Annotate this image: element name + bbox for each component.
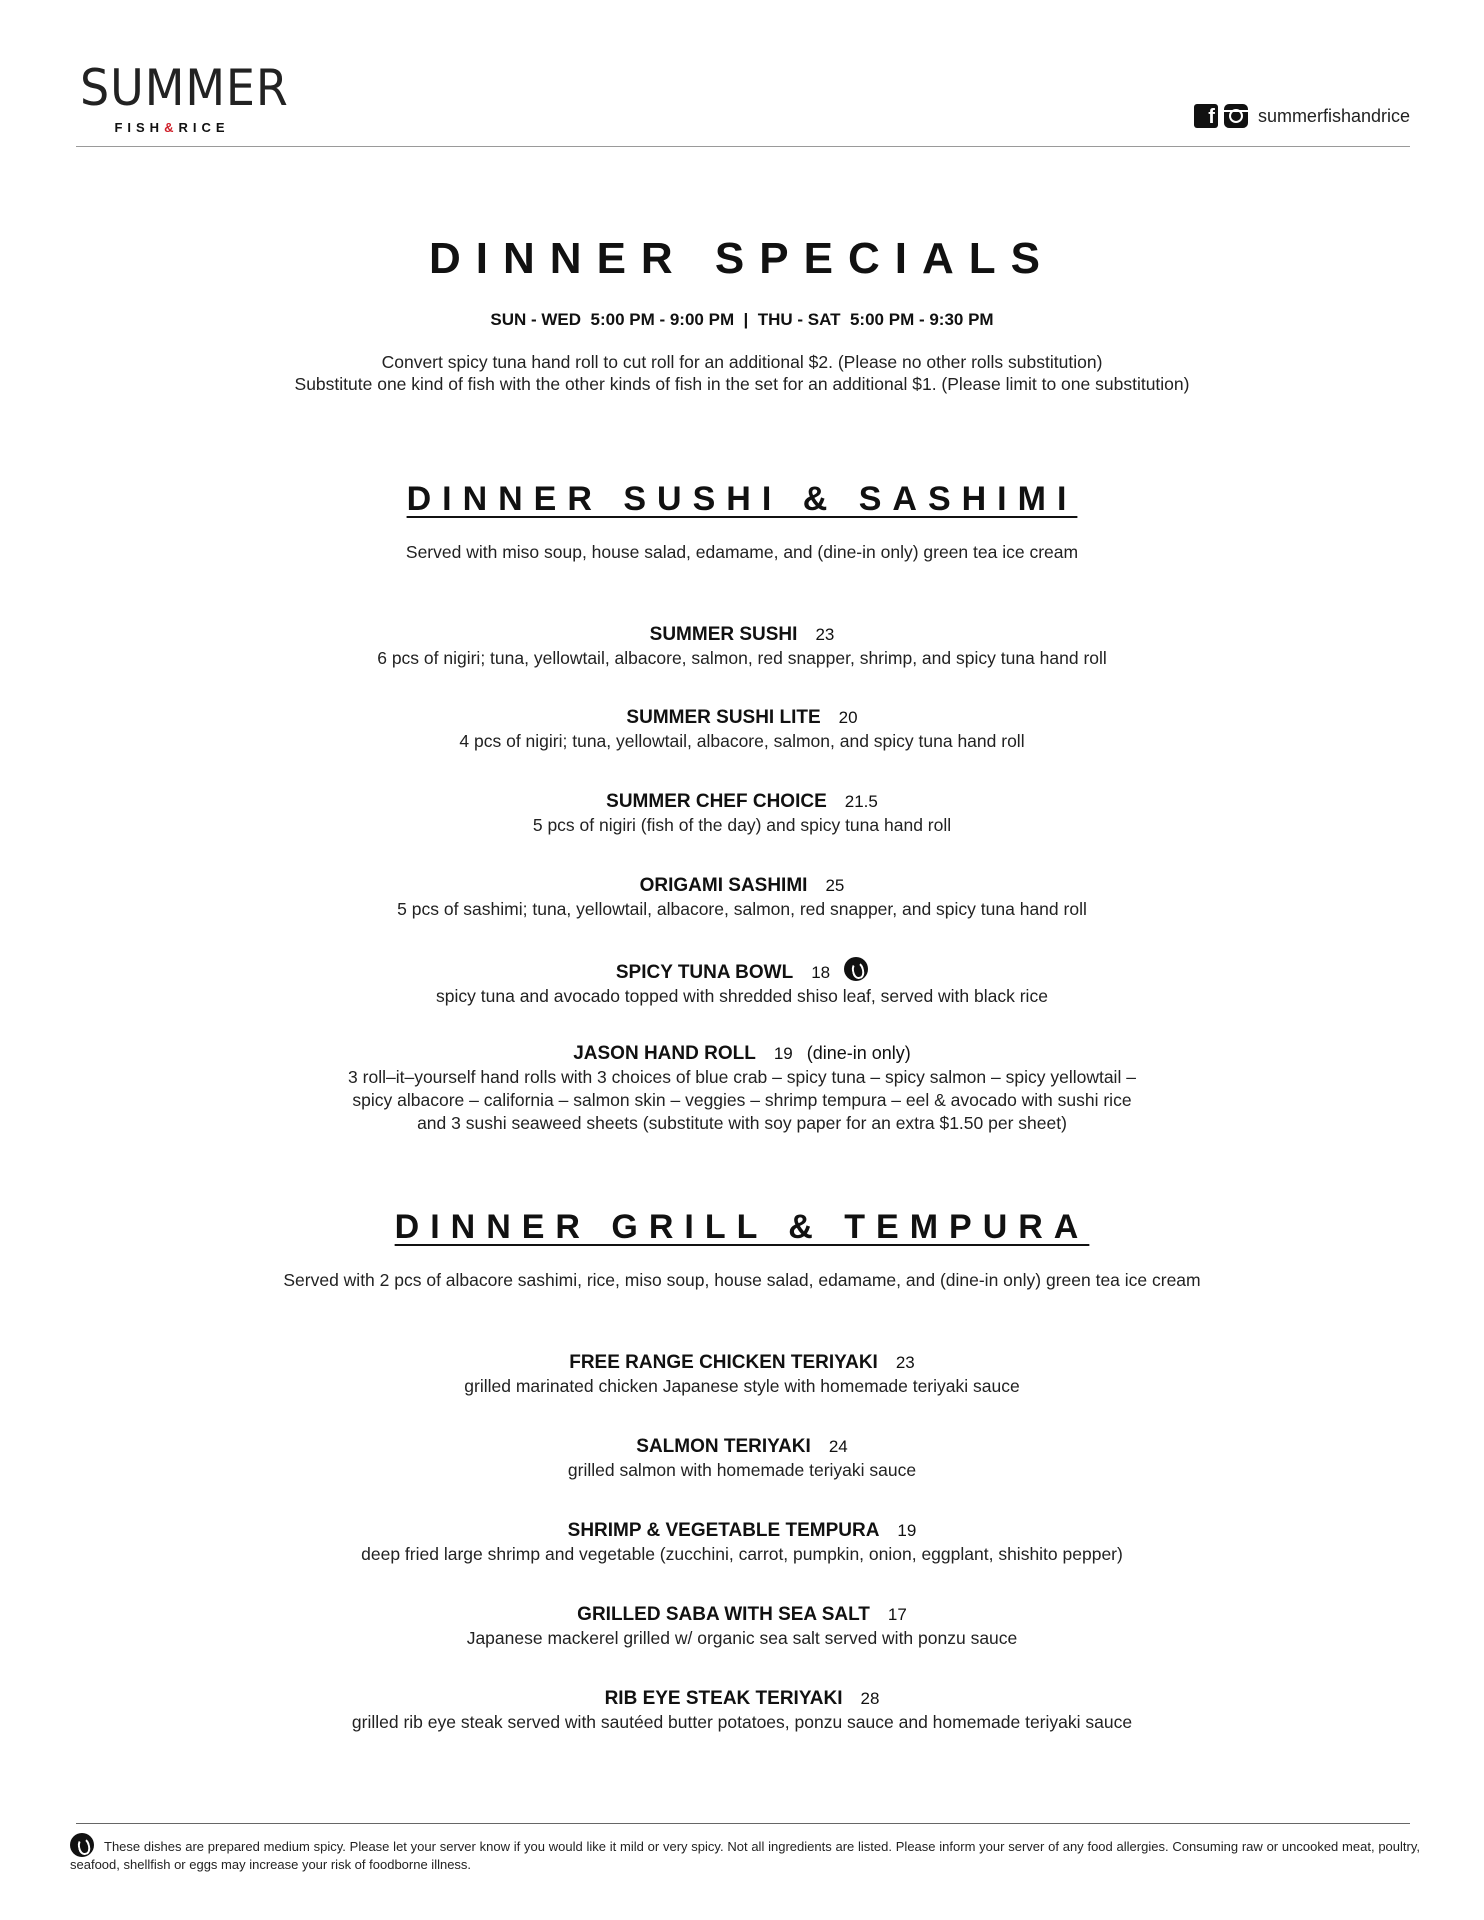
item-name: JASON HAND ROLL xyxy=(573,1043,756,1064)
social-handle[interactable]: summerfishandrice xyxy=(1257,105,1410,126)
instagram-icon[interactable] xyxy=(1224,104,1248,128)
item-description: Japanese mackerel grilled w/ organic sea salt served with ponzu sauce xyxy=(466,1628,1018,1648)
menu-item xyxy=(0,1604,1484,1649)
social-links xyxy=(1194,104,1410,128)
item-description: spicy tuna and avocado topped with shredded shiso leaf, served with black rice xyxy=(436,986,1048,1006)
menu-item xyxy=(0,791,1484,836)
menu-item xyxy=(0,957,1484,1007)
item-description-line: and 3 sushi seaweed sheets (substitute with soy paper for an extra $1.50 per sheet) xyxy=(417,1113,1067,1133)
menu-item xyxy=(0,707,1484,752)
item-description: grilled rib eye steak served with sautéed butter potatoes, ponzu sauce and homemade teriyaki sauce xyxy=(351,1712,1133,1732)
item-name: GRILLED SABA WITH SEA SALT xyxy=(577,1604,870,1625)
item-description: 5 pcs of nigiri (fish of the day) and spicy tuna hand roll xyxy=(532,815,952,835)
item-name: SHRIMP & VEGETABLE TEMPURA xyxy=(567,1520,880,1541)
item-price: 19 xyxy=(897,1521,917,1540)
item-description: 5 pcs of sashimi; tuna, yellowtail, albacore, salmon, red snapper, and spicy tuna hand roll xyxy=(397,899,1087,919)
logo xyxy=(72,59,289,135)
menu-item xyxy=(0,1352,1484,1397)
footer-divider xyxy=(76,1823,1410,1824)
logo-subtitle xyxy=(72,120,272,135)
hours: SUN - WED 5:00 PM - 9:00 PM | THU - SAT 5:00 PM - 9:30 PM xyxy=(490,310,994,329)
item-description-line: spicy albacore – california – salmon skin – veggies – shrimp tempura – eel & avocado with sushi rice xyxy=(352,1090,1132,1110)
item-price: 28 xyxy=(860,1689,880,1708)
item-note: (dine-in only) xyxy=(806,1043,911,1063)
item-price: 23 xyxy=(895,1353,915,1372)
item-name: SUMMER SUSHI xyxy=(649,624,798,645)
item-name: SUMMER SUSHI LITE xyxy=(626,707,821,728)
section-title-sushi: DINNER SUSHI & SASHIMI xyxy=(406,480,1078,518)
item-price: 20 xyxy=(838,708,858,727)
menu-item xyxy=(0,1520,1484,1565)
item-price: 21.5 xyxy=(844,792,878,811)
note-line: Convert spicy tuna hand roll to cut roll for an additional $2. (Please no other rolls substitution) xyxy=(381,352,1103,372)
item-name: SUMMER CHEF CHOICE xyxy=(606,791,827,812)
logo-ampersand: & xyxy=(164,120,179,135)
menu-item xyxy=(0,1688,1484,1733)
menu-item xyxy=(0,875,1484,920)
item-price: 24 xyxy=(828,1437,848,1456)
item-description: grilled salmon with homemade teriyaki sauce xyxy=(567,1460,917,1480)
item-price: 25 xyxy=(825,876,845,895)
note-line: Substitute one kind of fish with the other kinds of fish in the set for an additional $1. (Please limit to one substitution) xyxy=(294,374,1190,394)
item-price: 23 xyxy=(815,625,835,644)
facebook-icon[interactable]: f xyxy=(1194,104,1218,128)
item-description: 6 pcs of nigiri; tuna, yellowtail, albacore, salmon, red snapper, shrimp, and spicy tuna hand roll xyxy=(377,648,1107,668)
item-name: ORIGAMI SASHIMI xyxy=(639,875,808,896)
item-name: FREE RANGE CHICKEN TERIYAKI xyxy=(569,1352,878,1373)
spicy-flame-icon xyxy=(844,957,868,981)
item-name: RIB EYE STEAK TERIYAKI xyxy=(604,1688,843,1709)
section-intro-sushi: Served with miso soup, house salad, edamame, and (dine-in only) green tea ice cream xyxy=(405,542,1079,562)
item-name: SALMON TERIYAKI xyxy=(636,1436,811,1457)
item-description: 4 pcs of nigiri; tuna, yellowtail, albacore, salmon, and spicy tuna hand roll xyxy=(459,731,1025,751)
menu-item xyxy=(0,1043,1484,1134)
logo-sub-fish: FISH xyxy=(114,120,165,135)
page-title: DINNER SPECIALS xyxy=(429,234,1055,283)
item-price: 17 xyxy=(887,1605,907,1624)
section-intro-grill: Served with 2 pcs of albacore sashimi, rice, miso soup, house salad, edamame, and (dine-in only) green tea ice cream xyxy=(283,1270,1201,1290)
header-divider xyxy=(76,146,1410,147)
item-description: deep fried large shrimp and vegetable (zucchini, carrot, pumpkin, onion, eggplant, shishito pepper) xyxy=(361,1544,1123,1564)
item-description: grilled marinated chicken Japanese style with homemade teriyaki sauce xyxy=(464,1376,1020,1396)
logo-wordmark: SUMMER xyxy=(80,59,289,117)
logo-sub-rice: RICE xyxy=(178,120,230,135)
item-name: SPICY TUNA BOWL xyxy=(615,962,794,983)
spicy-flame-icon xyxy=(70,1833,94,1857)
item-price: 18 xyxy=(811,963,831,982)
menu-item xyxy=(0,1436,1484,1481)
item-price: 19 xyxy=(773,1044,793,1063)
item-description-line: 3 roll–it–yourself hand rolls with 3 choices of blue crab – spicy tuna – spicy salmon – spicy yellowtail – xyxy=(348,1067,1136,1087)
footnote xyxy=(70,1833,1420,1873)
menu-item xyxy=(0,624,1484,669)
section-title-grill: DINNER GRILL & TEMPURA xyxy=(394,1208,1090,1246)
footnote-text: These dishes are prepared medium spicy. Please let your server know if you would like it mild or very spicy. Not all ingredients are listed. Please inform your server of any food allergies. Consuming raw or uncooked meat, poultry, seafood, shellfish or eggs may increase your risk of foodborne illness. xyxy=(70,1839,1420,1872)
